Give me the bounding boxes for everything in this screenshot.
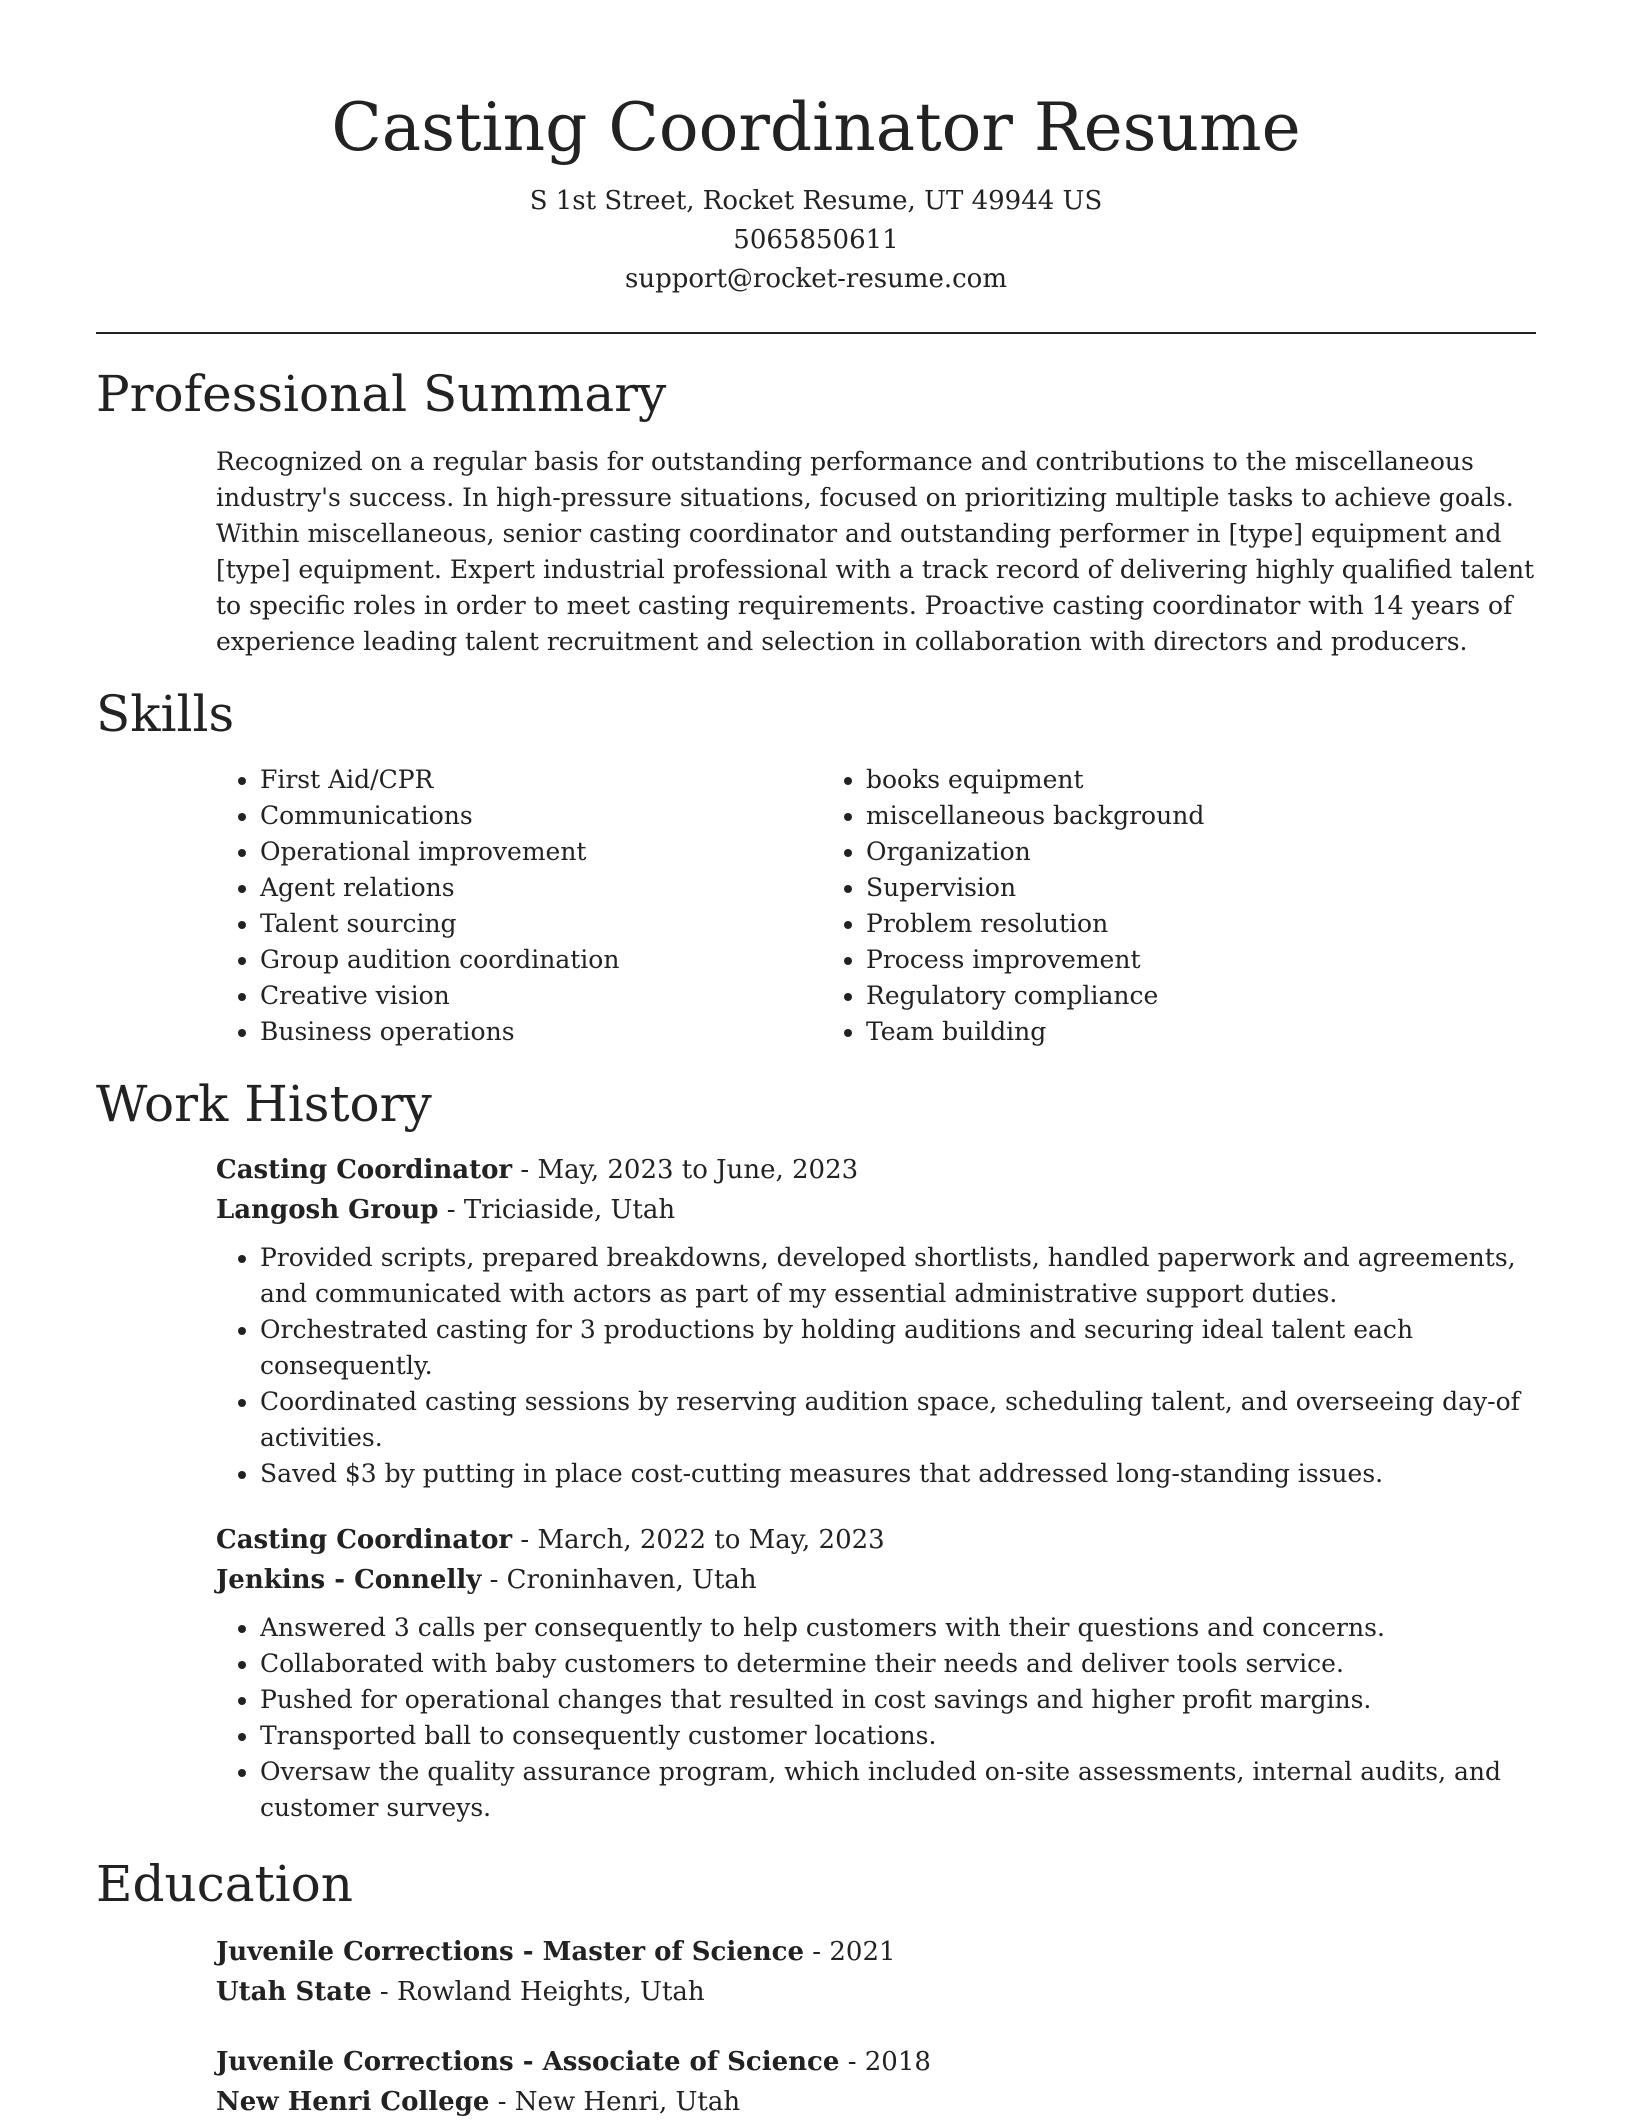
education-school-line — [216, 1972, 1536, 2012]
skill-item: • Supervision — [866, 870, 1472, 906]
job-bullet: • Answered 3 calls per consequently to help customers with their questions and concerns. — [260, 1610, 1536, 1646]
skill-item: • Agent relations — [260, 870, 822, 906]
skill-item: • Organization — [866, 834, 1472, 870]
skill-item: • Group audition coordination — [260, 942, 822, 978]
education-heading: Education — [96, 1855, 353, 1913]
skills-column-left — [216, 762, 822, 1050]
email: support@rocket-resume.com — [624, 264, 1007, 294]
skill-item: • Business operations — [260, 1014, 822, 1050]
education-degree-line — [216, 1932, 1536, 1972]
job-title-line — [216, 1150, 1536, 1190]
job-location: Croninhaven, Utah — [506, 1565, 757, 1595]
skill-item: • Talent sourcing — [260, 906, 822, 942]
education-degree: Master of Science — [542, 1937, 805, 1967]
skill-item: • Problem resolution — [866, 906, 1472, 942]
education-field: Juvenile Corrections — [216, 2047, 514, 2077]
skill-item: • Team building — [866, 1014, 1472, 1050]
job-entry — [216, 1520, 1536, 1826]
contact-block — [96, 182, 1536, 299]
job-company-line — [216, 1560, 1536, 1600]
separator: - — [513, 2047, 543, 2077]
separator: - — [489, 2087, 515, 2117]
skills-heading: Skills — [96, 685, 235, 743]
separator: - — [513, 1937, 543, 1967]
skill-item: • Creative vision — [260, 978, 822, 1014]
phone: 5065850611 — [733, 225, 899, 255]
job-bullets — [216, 1610, 1536, 1826]
separator: - — [512, 1525, 538, 1555]
resume-title: Casting Coordinator Resume — [331, 89, 1301, 166]
job-title-line — [216, 1520, 1536, 1560]
education-field: Juvenile Corrections — [216, 1937, 514, 1967]
skill-item: • Process improvement — [866, 942, 1472, 978]
separator: - — [371, 1977, 397, 2007]
skill-item: • books equipment — [866, 762, 1472, 798]
education-degree-line — [216, 2042, 1536, 2082]
job-bullet: • Collaborated with baby customers to determine their needs and deliver tools service. — [260, 1646, 1536, 1682]
separator: - — [438, 1195, 464, 1225]
separator: - — [804, 1937, 830, 1967]
education-entry — [216, 1932, 1536, 2012]
summary-text: Recognized on a regular basis for outstanding performance and contributions to the miscellaneous industry's success. In high-pressure situations, focused on prioritizing multiple tasks to achieve goals. Within miscellaneous, senior casting coordinator and outstanding performer in [type] equipment and [type] equipment. Expert industrial professional with a track record of delivering highly qualified talent to specific roles in order to meet casting requirements. Proactive casting coordinator with 14 years of experience leading talent recruitment and selection in collaboration with directors and producers. — [216, 447, 1535, 656]
education-school: Utah State — [216, 1977, 372, 2007]
job-bullet: • Saved $3 by putting in place cost-cutting measures that addressed long-standing issues. — [260, 1456, 1536, 1492]
work-history-heading: Work History — [96, 1075, 432, 1133]
job-role: Casting Coordinator — [216, 1155, 513, 1185]
job-bullet: • Coordinated casting sessions by reserving audition space, scheduling talent, and overseeing day-of activities. — [260, 1384, 1536, 1456]
education-school: New Henri College — [216, 2087, 490, 2117]
header-divider — [96, 332, 1536, 334]
job-bullet: • Oversaw the quality assurance program, which included on-site assessments, internal audits, and customer surveys. — [260, 1754, 1536, 1826]
address: S 1st Street, Rocket Resume, UT 49944 US — [529, 186, 1103, 216]
job-company: Langosh Group — [216, 1195, 439, 1225]
job-company: Jenkins - Connelly — [216, 1565, 482, 1595]
job-bullet: • Provided scripts, prepared breakdowns, developed shortlists, handled paperwork and agreements, and communicated with actors as part of my essential administrative support duties. — [260, 1240, 1536, 1312]
separator: - — [481, 1565, 507, 1595]
job-entry — [216, 1150, 1536, 1492]
education-location: Rowland Heights, Utah — [397, 1977, 705, 2007]
job-dates: May, 2023 to June, 2023 — [537, 1155, 859, 1185]
separator: - — [512, 1155, 538, 1185]
job-bullet: • Pushed for operational changes that resulted in cost savings and higher profit margins. — [260, 1682, 1536, 1718]
job-bullet: • Orchestrated casting for 3 productions by holding auditions and securing ideal talent each consequently. — [260, 1312, 1536, 1384]
education-degree: Associate of Science — [542, 2047, 840, 2077]
resume-page — [96, 0, 1536, 2122]
education-school-line — [216, 2082, 1536, 2122]
education-entry — [216, 2042, 1536, 2122]
skill-item: • Communications — [260, 798, 822, 834]
job-bullets — [216, 1240, 1536, 1492]
job-location: Triciaside, Utah — [463, 1195, 676, 1225]
skill-item: • miscellaneous background — [866, 798, 1472, 834]
job-dates: March, 2022 to May, 2023 — [537, 1525, 885, 1555]
education-year: 2018 — [864, 2047, 931, 2077]
summary-heading: Professional Summary — [96, 365, 667, 423]
skill-item: • Operational improvement — [260, 834, 822, 870]
skill-item: • Regulatory compliance — [866, 978, 1472, 1014]
resume-header — [96, 0, 1536, 299]
education-location: New Henri, Utah — [514, 2087, 741, 2117]
education-year: 2021 — [829, 1937, 896, 1967]
job-company-line — [216, 1190, 1536, 1230]
skill-item: • First Aid/CPR — [260, 762, 822, 798]
job-role: Casting Coordinator — [216, 1525, 513, 1555]
skills-list — [216, 762, 1536, 1050]
job-bullet: • Transported ball to consequently customer locations. — [260, 1718, 1536, 1754]
skills-column-right — [822, 762, 1472, 1050]
separator: - — [839, 2047, 865, 2077]
